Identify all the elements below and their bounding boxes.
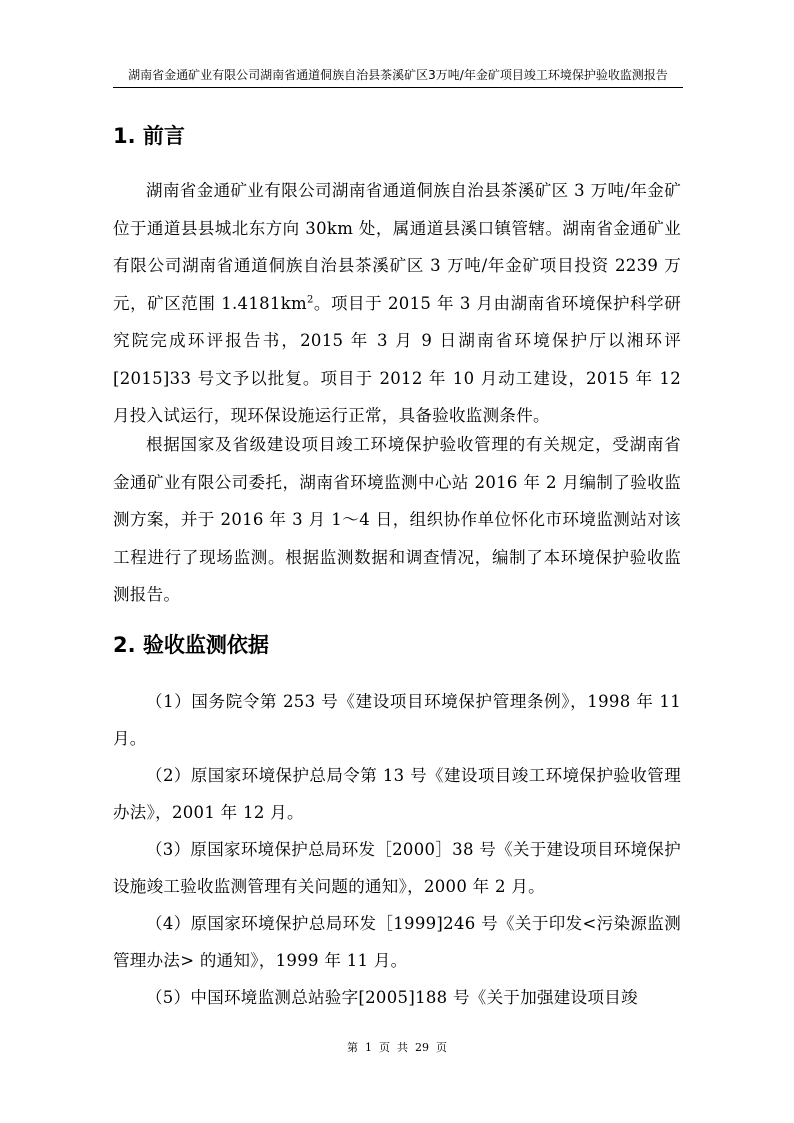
basis-item-5: （5）中国环境监测总站验字[2005]188 号《关于加强建设项目竣 — [146, 988, 638, 1007]
intro-paragraph-2: 根据国家及省级建设项目竣工环境保护验收管理的有关规定，受湖南省金通矿业有限公司委托，湖南省环境监测中心站 2016 年 2 月编制了验收监测方案，并于 2016 年 3 月 1～4 日，组织协作单位怀化市环境监测站对该工程进行了现场监测。根据监测数据和调查情况，编制了本环境保护验收监测报告。 — [113, 435, 681, 604]
intro-paragraph-1 — [113, 172, 681, 435]
page-number-footer: 第 1 页 共 29 页 — [347, 1041, 447, 1054]
basis-item-4: （4）原国家环境保护总局环发［1999]246 号《关于印发<污染源监测管理办法> 的通知》，1999 年 11 月。 — [113, 914, 681, 970]
basis-list — [113, 683, 681, 1016]
section-heading-intro: 1. 前言 — [113, 124, 185, 148]
intro-paragraph-1-text-b: 。项目于 2015 年 3 月由湖南省环境保护科学研究院完成环评报告书，2015 年 3 月 9 日湖南省环境保护厅以湘环评 [2015]33 号文予以批复。项目于 2012 年 10 月动工建设，2015 年 12 月投入试运行，现环保设施运行正常，具备验收监测条件。 — [113, 293, 681, 425]
header-rule — [113, 87, 683, 88]
basis-item-3: （3）原国家环境保护总局环发［2000］38 号《关于建设项目环境保护设施竣工验收监测管理有关问题的通知》，2000 年 2 月。 — [113, 840, 681, 896]
running-header: 湖南省金通矿业有限公司湖南省通道侗族自治县茶溪矿区3万吨/年金矿项目竣工环境保护验收监测报告 — [128, 68, 668, 82]
area-unit-superscript: 2 — [306, 294, 314, 305]
basis-item-2: （2）原国家环境保护总局令第 13 号《建设项目竣工环境保护验收管理办法》，2001 年 12 月。 — [113, 766, 681, 822]
basis-item-1: （1）国务院令第 253 号《建设项目环境保护管理条例》，1998 年 11 月。 — [113, 692, 681, 748]
section-heading-basis: 2. 验收监测依据 — [113, 633, 269, 657]
intro-paragraph-1-text-a: 湖南省金通矿业有限公司湖南省通道侗族自治县茶溪矿区 3 万吨/年金矿位于通道县县城北东方向 30km 处，属通道县溪口镇管辖。湖南省金通矿业有限公司湖南省通道侗族自治县茶溪矿区 3 万吨/年金矿项目投资 2239 万元，矿区范围 1.4181km — [113, 181, 681, 313]
